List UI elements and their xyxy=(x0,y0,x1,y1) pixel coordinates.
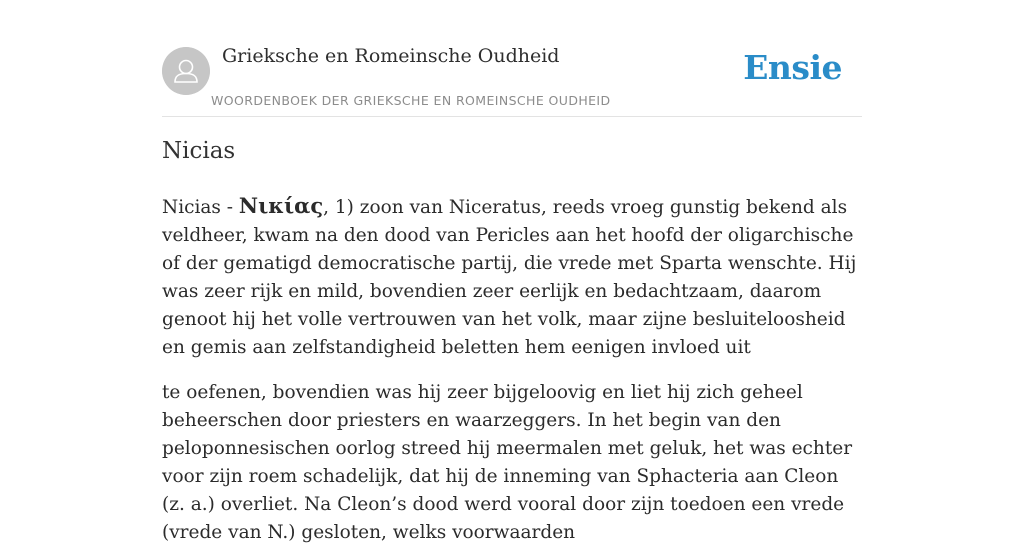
user-icon[interactable] xyxy=(162,47,210,95)
entry-text-1: , 1) zoon van Niceratus, reeds vroeg gunstig bekend als veldheer, kwam na den dood van Pericles aan het hoofd der oligarchische of der gematigd democratische partij, die vrede met Sparta wenschte. Hij was zeer rijk en mild, bovendien zeer eerlijk en bedachtzaam, daarom genoot hij het volle vertrouwen van het volk, maar zijne besluiteloosheid en gemis aan zelfstandigheid beletten hem eenigen invloed uit xyxy=(162,197,857,358)
ensie-logo[interactable]: Ensie xyxy=(743,48,842,87)
source-title[interactable]: Grieksche en Romeinsche Oudheid xyxy=(222,45,560,67)
entry-paragraph-2: te oefenen, bovendien was hij zeer bijgeloovig en liet hij zich geheel beheerschen door priesters en waarzeggers. In het begin van den peloponnesischen oorlog streed hij meermalen met geluk, het was echter voor zijn roem schadelijk, dat hij de inneming van Sphacteria aan Cleon (z. a.) overliet. Na Cleon’s dood werd vooral door zijn toedoen een vrede (vrede van N.) gesloten, welks voorwaarden xyxy=(162,382,853,543)
greek-name: Νικίας xyxy=(238,193,324,218)
entry-lead: Nicias - xyxy=(162,197,239,218)
entry-paragraph-1 xyxy=(162,192,866,362)
user-icon-graphic xyxy=(162,47,210,95)
entry-header xyxy=(162,40,862,117)
entry-title: Nicias xyxy=(162,138,236,164)
source-subtitle[interactable]: WOORDENBOEK DER GRIEKSCHE EN ROMEINSCHE OUDHEID xyxy=(211,93,611,108)
